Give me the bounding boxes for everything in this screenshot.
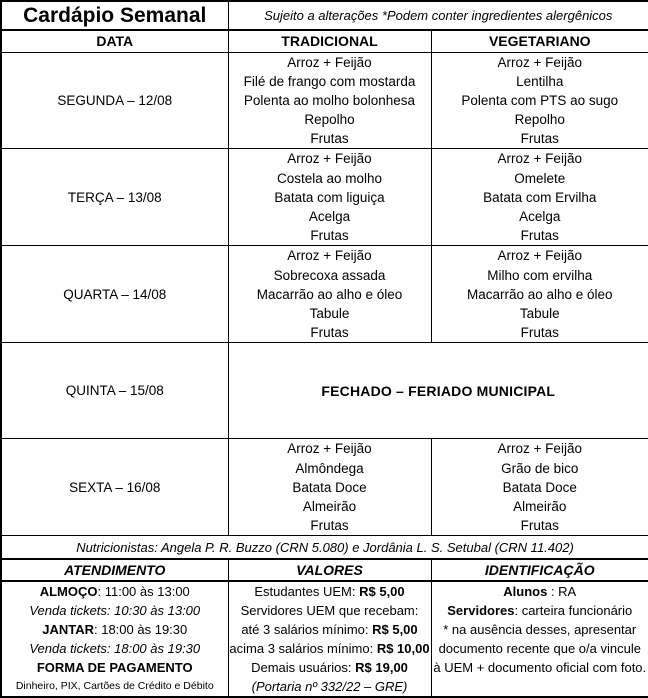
menu-cell-tradicional <box>228 149 431 246</box>
menu-item: Frutas <box>229 226 431 245</box>
payment-title: FORMA DE PAGAMENTO <box>2 658 228 677</box>
menu-cell-tradicional <box>228 439 431 536</box>
info-content-row <box>1 581 648 698</box>
servidores-id: Servidores: carteira funcionário <box>432 601 648 620</box>
menu-item: Arroz + Feijão <box>229 439 431 458</box>
menu-item: Batata com Ervilha <box>432 188 648 207</box>
identificacao-cell <box>431 581 648 698</box>
menu-item: Frutas <box>229 516 431 535</box>
menu-item: Lentilha <box>432 72 648 91</box>
menu-item: Filé de frango com mostarda <box>229 72 431 91</box>
date-cell: SEGUNDA – 12/08 <box>1 52 228 149</box>
menu-item: Arroz + Feijão <box>432 149 648 168</box>
menu-item: Omelete <box>432 169 648 188</box>
price-line: Estudantes UEM: R$ 5,00 <box>229 582 431 601</box>
portaria-footnote: (Portaria nº 332/22 – GRE) <box>229 677 431 696</box>
menu-item: Acelga <box>229 207 431 226</box>
nutritionists-row <box>1 536 648 559</box>
date-cell: QUARTA – 14/08 <box>1 246 228 343</box>
lunch-hours: ALMOÇO: 11:00 às 13:00 <box>2 582 228 601</box>
menu-item: Macarrão ao alho e óleo <box>432 285 648 304</box>
menu-item: Costela ao molho <box>229 169 431 188</box>
date-cell: QUINTA – 15/08 <box>1 343 228 439</box>
menu-item: Arroz + Feijão <box>229 149 431 168</box>
closed-notice: FECHADO – FERIADO MUNICIPAL <box>228 343 648 439</box>
id-note: * na ausência desses, apresentar <box>432 620 648 639</box>
price-line: Servidores UEM que recebam: <box>229 601 431 620</box>
info-header-identificacao: IDENTIFICAÇÃO <box>431 559 648 581</box>
menu-item: Arroz + Feijão <box>432 246 648 265</box>
menu-item: Tabule <box>432 304 648 323</box>
allergen-note: Sujeito a alterações *Podem conter ingredientes alergênicos <box>228 1 648 30</box>
info-header-row <box>1 559 648 581</box>
menu-item: Frutas <box>432 323 648 342</box>
date-cell: TERÇA – 13/08 <box>1 149 228 246</box>
page-title: Cardápio Semanal <box>1 1 228 30</box>
day-row-quinta <box>1 343 648 439</box>
lunch-tickets: Venda tickets: 10:30 às 13:00 <box>2 601 228 620</box>
menu-cell-vegetariano <box>431 246 648 343</box>
menu-item: Frutas <box>229 323 431 342</box>
menu-item: Batata Doce <box>432 478 648 497</box>
menu-cell-tradicional <box>228 246 431 343</box>
atendimento-cell <box>1 581 228 698</box>
price-line: até 3 salários mínimo: R$ 5,00 <box>229 620 431 639</box>
day-row-sexta <box>1 439 648 536</box>
info-header-valores: VALORES <box>228 559 431 581</box>
menu-item: Almeirão <box>229 497 431 516</box>
menu-item: Frutas <box>229 129 431 148</box>
menu-item: Almeirão <box>432 497 648 516</box>
column-header-row <box>1 30 648 52</box>
dinner-tickets: Venda tickets: 18:00 às 19:30 <box>2 639 228 658</box>
menu-item: Grão de bico <box>432 459 648 478</box>
valores-cell <box>228 581 431 698</box>
menu-item: Arroz + Feijão <box>229 53 431 72</box>
title-row <box>1 1 648 30</box>
col-header-tradicional: TRADICIONAL <box>228 30 431 52</box>
menu-item: Batata com liguiça <box>229 188 431 207</box>
menu-item: Polenta com PTS ao sugo <box>432 91 648 110</box>
menu-item: Frutas <box>432 516 648 535</box>
menu-cell-tradicional <box>228 52 431 149</box>
menu-item: Frutas <box>432 129 648 148</box>
menu-item: Repolho <box>229 110 431 129</box>
date-cell: SEXTA – 16/08 <box>1 439 228 536</box>
menu-item: Almôndega <box>229 459 431 478</box>
menu-item: Milho com ervilha <box>432 266 648 285</box>
info-header-atendimento: ATENDIMENTO <box>1 559 228 581</box>
dinner-hours: JANTAR: 18:00 às 19:30 <box>2 620 228 639</box>
menu-item: Frutas <box>432 226 648 245</box>
price-line: acima 3 salários mínimo: R$ 10,00 <box>229 639 431 658</box>
menu-item: Batata Doce <box>229 478 431 497</box>
col-header-data: DATA <box>1 30 228 52</box>
menu-item: Macarrão ao alho e óleo <box>229 285 431 304</box>
menu-item: Arroz + Feijão <box>229 246 431 265</box>
day-row-segunda <box>1 52 648 149</box>
menu-item: Arroz + Feijão <box>432 53 648 72</box>
menu-cell-vegetariano <box>431 149 648 246</box>
menu-item: Acelga <box>432 207 648 226</box>
menu-item: Tabule <box>229 304 431 323</box>
payment-methods: Dinheiro, PIX, Cartões de Crédito e Débito <box>2 677 228 696</box>
menu-cell-vegetariano <box>431 439 648 536</box>
day-row-terca <box>1 149 648 246</box>
menu-item: Arroz + Feijão <box>432 439 648 458</box>
menu-cell-vegetariano <box>431 52 648 149</box>
id-note: à UEM + documento oficial com foto. <box>432 658 648 677</box>
col-header-vegetariano: VEGETARIANO <box>431 30 648 52</box>
day-row-quarta <box>1 246 648 343</box>
menu-item: Repolho <box>432 110 648 129</box>
nutritionists-note: Nutricionistas: Angela P. R. Buzzo (CRN 5.080) e Jordânia L. S. Setubal (CRN 11.402) <box>1 536 648 559</box>
id-note: documento recente que o/a vincule <box>432 639 648 658</box>
alunos-id: Alunos : RA <box>432 582 648 601</box>
price-line: Demais usuários: R$ 19,00 <box>229 658 431 677</box>
menu-item: Sobrecoxa assada <box>229 266 431 285</box>
menu-item: Polenta ao molho bolonhesa <box>229 91 431 110</box>
